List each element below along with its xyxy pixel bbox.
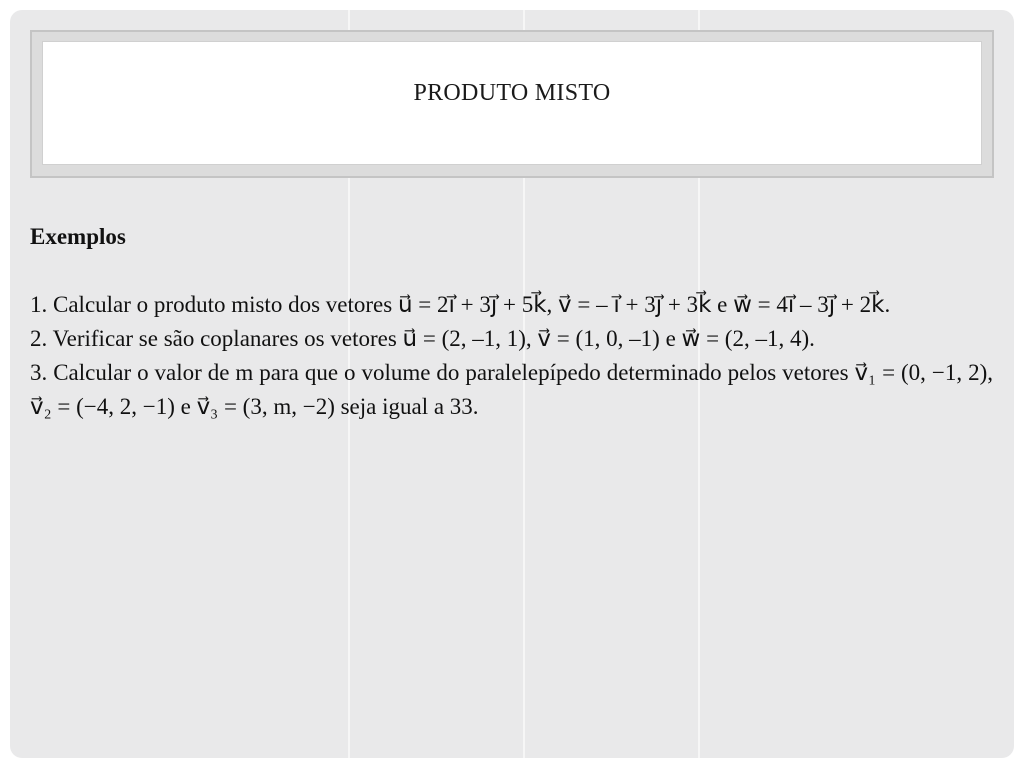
example-1: 1. Calcular o produto misto dos vetores u⃗ = 2i⃗ + 3j⃗ + 5k⃗, v⃗ = – i⃗ + 3j⃗ + 3k⃗ e w⃗ = 4i⃗ – 3j⃗ + 2k⃗. [30, 292, 891, 317]
examples-heading: Exemplos [30, 224, 126, 249]
slide-content [30, 220, 993, 424]
slide-title: PRODUTO MISTO [413, 80, 611, 106]
title-frame [30, 30, 994, 178]
example-3: 3. Calcular o valor de m para que o volume do paralelepípedo determinado pelos vetores v⃗₁ = (0, −1, 2), v⃗₂ = (−4, 2, −1) e v⃗₃ = (3, m, −2) seja igual a 33. [30, 360, 993, 419]
slide [10, 10, 1014, 758]
example-2: 2. Verificar se são coplanares os vetores u⃗ = (2, –1, 1), v⃗ = (1, 0, –1) e w⃗ = (2, –1, 4). [30, 326, 815, 351]
title-box [42, 41, 982, 165]
